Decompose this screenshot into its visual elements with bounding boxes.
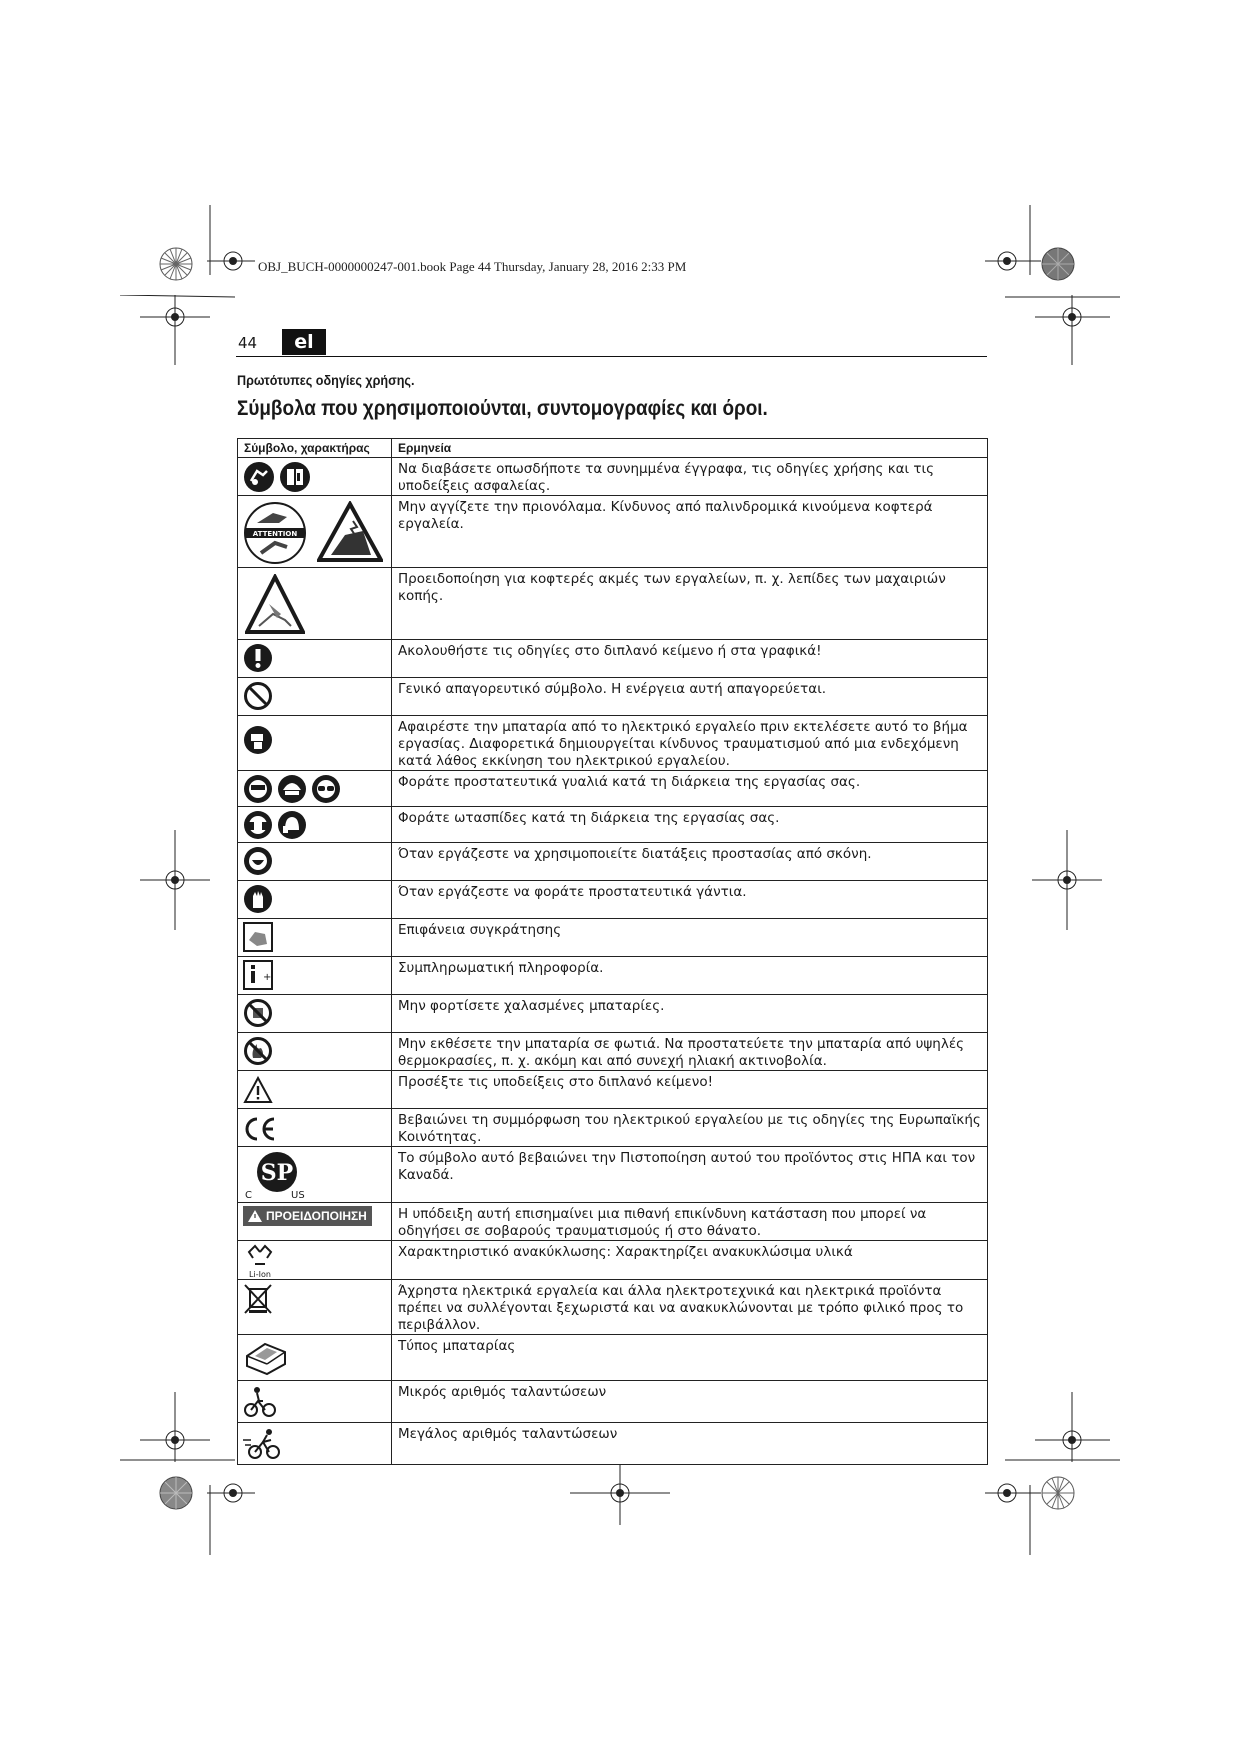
row-text: Βεβαιώνει τη συμμόρφωση του ηλεκτρικού εργαλείου με τις οδηγίες της Ευρωπαϊκής Κοινότητας. bbox=[392, 1109, 988, 1147]
row-text: Άχρηστα ηλεκτρικά εργαλεία και άλλα ηλεκτροτεχνικά και ηλεκτρικά προϊόντα πρέπει να συλλέγονται ξεχωριστά και να ανακυκλώνονται με τρόπο φιλικό προς το περιβάλλον. bbox=[392, 1280, 988, 1335]
ear-muffs-icon bbox=[277, 810, 307, 840]
page-number: 44 bbox=[238, 334, 258, 352]
row-text: Συμπληρωματική πληροφορία. bbox=[392, 957, 988, 995]
row-text: Αφαιρέστε την μπαταρία από το ηλεκτρικό εργαλείο πριν εκτελέσετε αυτό το βήμα εργασίας. Διαφορετικά δημιουργείται κίνδυνος τραυματισμού από μια ενδεχόμενη κατά λάθος εκκίνηση του ηλεκτρικού εργαλείου. bbox=[392, 716, 988, 771]
row-text: Επιφάνεια συγκράτησης bbox=[392, 919, 988, 957]
csa-c-label: C bbox=[245, 1190, 252, 1201]
row-text: Ακολουθήστε τις οδηγίες στο διπλανό κείμενο ή στα γραφικά! bbox=[392, 640, 988, 678]
crop-mark-icon bbox=[985, 1465, 1041, 1555]
table-row bbox=[238, 678, 988, 716]
battery-type-icon bbox=[243, 1338, 289, 1376]
face-shield-icon bbox=[243, 774, 273, 804]
section-title: Σύμβολα που χρησιμοποιούνται, συντομογραφίες και όροι. bbox=[237, 397, 768, 420]
safety-glasses-icon bbox=[311, 774, 341, 804]
warning-triangle-icon bbox=[243, 1076, 273, 1104]
table-row bbox=[238, 716, 988, 771]
row-text: Η υπόδειξη αυτή επισημαίνει μια πιθανή επικίνδυνη κατάσταση που μπορεί να οδηγήσει σε σοβαρούς τραυματισμούς ή στο θάνατο. bbox=[392, 1203, 988, 1241]
high-oscillation-icon bbox=[243, 1426, 283, 1460]
recycling-label: Li-Ion bbox=[249, 1270, 271, 1279]
color-wheel-mark-icon bbox=[1040, 246, 1076, 282]
svg-text:SP: SP bbox=[260, 1160, 294, 1186]
table-row bbox=[238, 1147, 988, 1203]
row-text: Φοράτε ωτασπίδες κατά τη διάρκεια της εργασίας σας. bbox=[392, 807, 988, 843]
ce-mark-icon bbox=[243, 1116, 277, 1142]
table-row bbox=[238, 807, 988, 843]
row-text: Όταν εργάζεστε να φοράτε προστατευτικά γάντια. bbox=[392, 881, 988, 919]
row-text: Φοράτε προστατευτικά γυαλιά κατά τη διάρκεια της εργασίας σας. bbox=[392, 771, 988, 807]
row-text: Όταν εργάζεστε να χρησιμοποιείτε διατάξεις προστασίας από σκόνη. bbox=[392, 843, 988, 881]
table-row bbox=[238, 1280, 988, 1335]
table-row bbox=[238, 1033, 988, 1071]
table-row bbox=[238, 458, 988, 496]
warning-label-icon bbox=[243, 1206, 372, 1226]
table-row bbox=[238, 771, 988, 807]
follow-instructions-icon bbox=[243, 643, 273, 673]
row-text: Προειδοποίηση για κοφτερές ακμές των εργαλείων, π. χ. λεπίδες των μαχαιριών κοπής. bbox=[392, 568, 988, 640]
csa-mark-icon bbox=[243, 1150, 313, 1202]
table-row bbox=[238, 1381, 988, 1423]
table-row bbox=[238, 1109, 988, 1147]
color-wheel-mark-icon bbox=[158, 246, 194, 282]
crop-mark-icon bbox=[140, 830, 210, 930]
row-text: Μεγάλος αριθμός ταλαντώσεων bbox=[392, 1423, 988, 1465]
table-row bbox=[238, 1241, 988, 1280]
table-row bbox=[238, 496, 988, 568]
table-row bbox=[238, 568, 988, 640]
row-text: Μην εκθέσετε την μπαταρία σε φωτιά. Να προστατεύετε την μπαταρία από υψηλές θερμοκρασίες, π. χ. ακόμη και από συνεχή ηλιακή ακτινοβολία. bbox=[392, 1033, 988, 1071]
recycling-icon bbox=[243, 1244, 277, 1279]
document-subtitle: Πρωτότυπες οδηγίες χρήσης. bbox=[237, 372, 415, 388]
column-header-meaning: Ερμηνεία bbox=[392, 439, 988, 458]
crop-mark-icon bbox=[207, 1465, 255, 1555]
table-row bbox=[238, 881, 988, 919]
grip-surface-icon bbox=[243, 922, 273, 952]
table-row bbox=[238, 843, 988, 881]
low-oscillation-icon bbox=[243, 1384, 277, 1418]
table-row bbox=[238, 640, 988, 678]
table-row bbox=[238, 1203, 988, 1241]
row-text: Να διαβάσετε οπωσδήποτε τα συνημμένα έγγραφα, τις οδηγίες χρήσης και τις υποδείξεις ασφαλείας. bbox=[392, 458, 988, 496]
blade-warning-triangle-icon bbox=[317, 501, 383, 563]
table-header-row bbox=[238, 439, 988, 458]
table-row bbox=[238, 1335, 988, 1381]
row-text: Προσέξτε τις υποδείξεις στο διπλανό κείμενο! bbox=[392, 1071, 988, 1109]
no-charging-damaged-battery-icon bbox=[243, 998, 273, 1028]
book-info: OBJ_BUCH-0000000247-001.book Page 44 Thursday, January 28, 2016 2:33 PM bbox=[258, 259, 687, 274]
table-row bbox=[238, 919, 988, 957]
row-text: Χαρακτηριστικό ανακύκλωσης: Χαρακτηρίζει ανακυκλώσιμα υλικά bbox=[392, 1241, 988, 1280]
crop-mark-icon bbox=[570, 1465, 670, 1525]
color-wheel-mark-icon bbox=[158, 1475, 194, 1511]
crop-mark-icon bbox=[1005, 1392, 1120, 1462]
weee-bin-icon bbox=[243, 1283, 273, 1315]
row-text: Το σύμβολο αυτό βεβαιώνει την Πιστοποίηση αυτού του προϊόντος στις ΗΠΑ και τον Καναδά. bbox=[392, 1147, 988, 1203]
table-row bbox=[238, 957, 988, 995]
crop-mark-icon bbox=[120, 1392, 235, 1462]
language-badge: el bbox=[282, 329, 326, 355]
csa-us-label: US bbox=[291, 1190, 305, 1201]
crop-mark-icon bbox=[120, 295, 235, 365]
row-text: Γενικό απαγορευτικό σύμβολο. Η ενέργεια αυτή απαγορεύεται. bbox=[392, 678, 988, 716]
crop-mark-icon bbox=[1032, 830, 1102, 930]
svg-text:ATTENTION: ATTENTION bbox=[252, 530, 298, 538]
no-fire-battery-icon bbox=[243, 1036, 273, 1066]
ear-protection-icon bbox=[243, 810, 273, 840]
sharp-edges-warning-icon bbox=[245, 574, 305, 636]
row-text: Τύπος μπαταρίας bbox=[392, 1335, 988, 1381]
table-row bbox=[238, 1423, 988, 1465]
remove-battery-icon bbox=[243, 725, 273, 755]
column-header-symbol: Σύμβολο, χαρακτήρας bbox=[238, 439, 392, 458]
crop-mark-icon bbox=[1005, 295, 1120, 365]
attention-hand-icon bbox=[243, 501, 307, 565]
row-text: Μην φορτίσετε χαλασμένες μπαταρίες. bbox=[392, 995, 988, 1033]
header-rule bbox=[236, 356, 987, 357]
warning-label-text: ΠΡΟΕΙΔΟΠΟΙΗΣΗ bbox=[266, 1209, 367, 1223]
read-manual-icon bbox=[243, 461, 275, 493]
gloves-icon bbox=[243, 884, 273, 914]
table-row bbox=[238, 1071, 988, 1109]
row-text: Μικρός αριθμός ταλαντώσεων bbox=[392, 1381, 988, 1423]
prohibition-icon bbox=[243, 681, 273, 711]
helmet-icon bbox=[277, 774, 307, 804]
row-text: Μην αγγίζετε την πριονόλαμα. Κίνδυνος από παλινδρομικά κινούμενα κοφτερά εργαλεία. bbox=[392, 496, 988, 568]
table-row bbox=[238, 995, 988, 1033]
color-wheel-mark-icon bbox=[1040, 1475, 1076, 1511]
dust-mask-icon bbox=[243, 846, 273, 876]
manual-book-icon bbox=[279, 461, 311, 493]
info-icon bbox=[243, 960, 273, 990]
svg-text:+: + bbox=[263, 972, 272, 983]
symbols-table bbox=[237, 438, 988, 1465]
